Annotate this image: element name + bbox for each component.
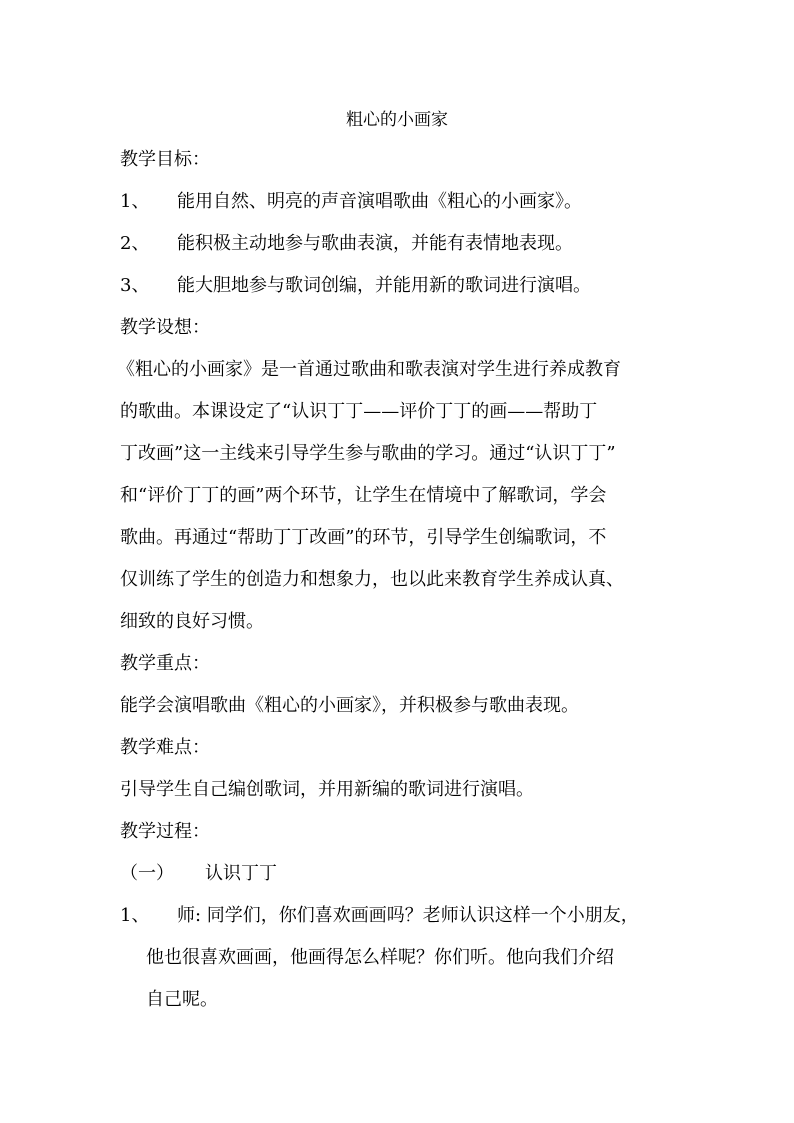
- concept-line: 歌曲。再通过“帮助丁丁改画”的环节，引导学生创编歌词，不: [120, 527, 607, 548]
- step-line: 自己呢。: [146, 989, 218, 1010]
- concept-line: 仅训练了学生的创造力和想象力，也以此来教育学生养成认真、: [120, 569, 624, 590]
- document-title: 粗心的小画家: [346, 110, 448, 130]
- key-points-text: 能学会演唱歌曲《粗心的小画家》，并积极参与歌曲表现。: [120, 695, 579, 716]
- section-number: （一）: [120, 863, 174, 884]
- section-title: 认识丁丁: [205, 863, 277, 884]
- process-heading: 教学过程：: [120, 821, 210, 842]
- objective-number: 3、: [120, 275, 150, 296]
- concept-line: 的歌曲。本课设定了“认识丁丁——评价丁丁的画——帮助丁: [120, 401, 598, 422]
- difficulty-text: 引导学生自己编创歌词，并用新编的歌词进行演唱。: [120, 779, 534, 800]
- step-line: 他也很喜欢画画，他画得怎么样呢？你们听。他向我们介绍: [146, 947, 614, 968]
- key-points-heading: 教学重点：: [120, 653, 210, 674]
- step-line: 师: 同学们，你们喜欢画画吗？老师认识这样一个小朋友，: [177, 905, 639, 926]
- concept-line: 和“评价丁丁的画”两个环节，让学生在情境中了解歌词，学会: [120, 485, 607, 506]
- objective-number: 2、: [120, 233, 150, 254]
- concept-heading: 教学设想：: [120, 317, 210, 338]
- objective-number: 1、: [120, 191, 150, 212]
- objective-text: 能用自然、明亮的声音演唱歌曲《粗心的小画家》。: [177, 191, 582, 212]
- difficulty-heading: 教学难点：: [120, 737, 210, 758]
- objective-text: 能大胆地参与歌词创编，并能用新的歌词进行演唱。: [177, 275, 591, 296]
- concept-line: 细致的良好习惯。: [120, 611, 264, 632]
- objective-text: 能积极主动地参与歌曲表演，并能有表情地表现。: [177, 233, 573, 254]
- concept-line: 丁改画”这一主线来引导学生参与歌曲的学习。通过“认识丁丁”: [120, 443, 616, 464]
- step-number: 1、: [120, 905, 150, 926]
- objectives-heading: 教学目标：: [120, 149, 210, 170]
- concept-line: 《粗心的小画家》是一首通过歌曲和歌表演对学生进行养成教育: [117, 359, 621, 380]
